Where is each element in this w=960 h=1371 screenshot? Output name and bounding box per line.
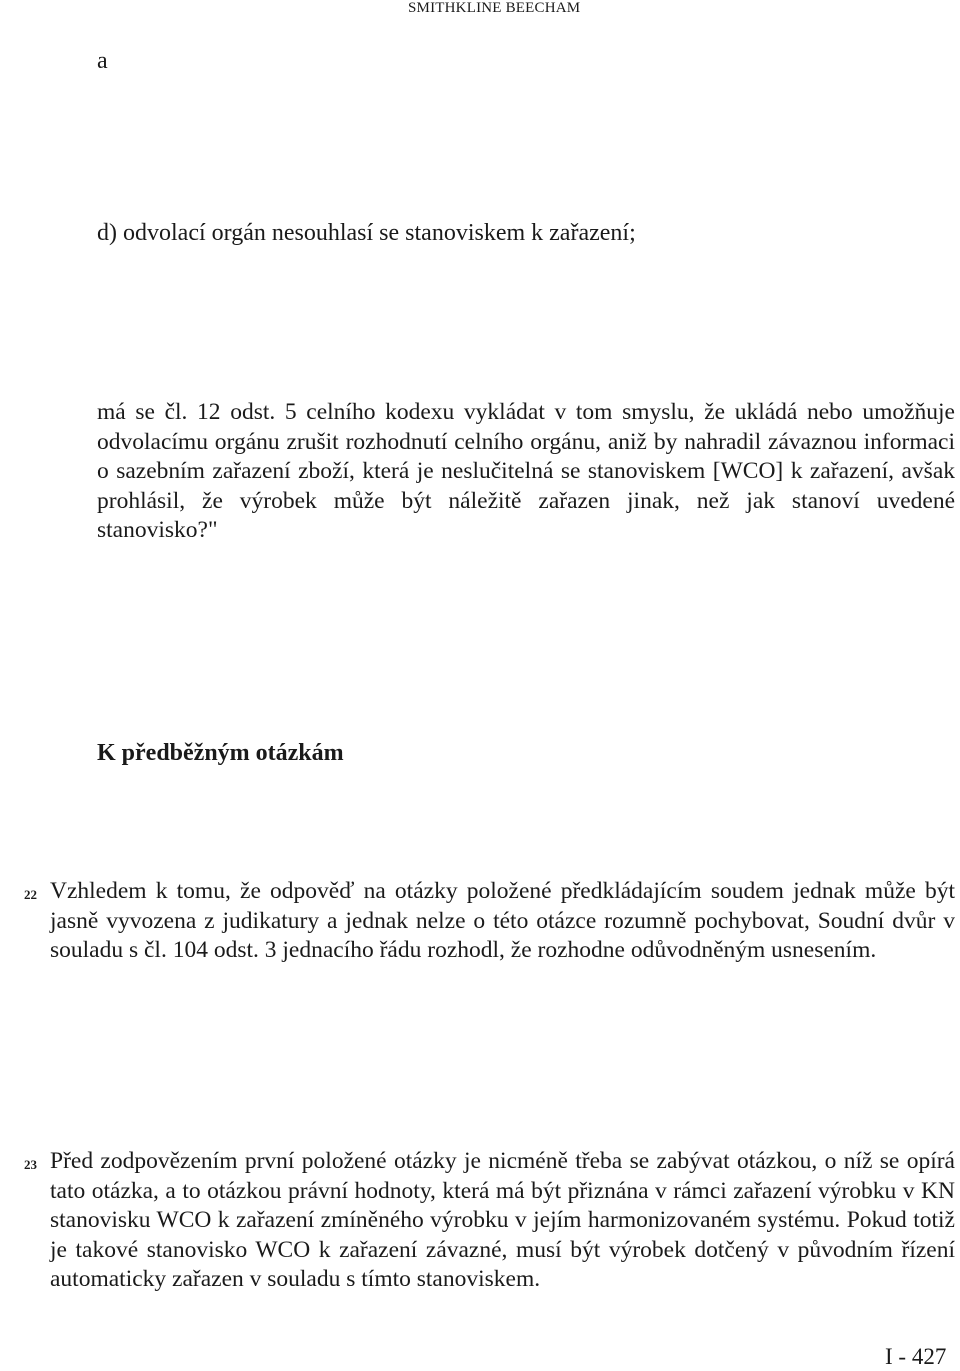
question-paragraph: má se čl. 12 odst. 5 celního kodexu vykládat v tom smyslu, že ukládá nebo umožňuje odvolacímu orgánu zrušit rozhodnutí celního orgánu, aniž by nahradil závaznou informaci o sazebním zařazení zboží, která je neslučitelná se stanoviskem [WCO] k zařazení, avšak prohlásil, že výrobek může být náležitě zařazen jinak, než jak stanoví uvedené stanovisko?" xyxy=(97,399,955,543)
section-heading: K předběžným otázkám xyxy=(97,740,344,766)
paragraph-number: 23 xyxy=(24,1157,37,1172)
running-header: SMITHKLINE BEECHAM xyxy=(408,0,581,16)
page-number: I - 427 xyxy=(885,1344,947,1369)
paragraph-number: 22 xyxy=(24,887,37,902)
paragraph-23-text: Před zodpovězením první položené otázky je nicméně třeba se zabývat otázkou, o níž se opírá tato otázka, a to otázkou právní hodnoty, která má být přiznána v rámci zařazení výrobku v KN stanovisku WCO k zařazení zmíněného výrobku v jejím harmonizovaném systému. Pokud totiž je takové stanovisko WCO k zařazení závazné, musí být výrobek dotčený v původním řízení automaticky zařazen v souladu s tímto stanoviskem. xyxy=(50,1148,955,1292)
lead-letter: a xyxy=(97,48,108,74)
list-item-d: d) odvolací orgán nesouhlasí se stanoviskem k zařazení; xyxy=(97,220,636,246)
paragraph-22-text: Vzhledem k tomu, že odpověď na otázky položené předkládajícím soudem jednak může být jasně vyvozena z judikatury a jednak nelze o této otázce rozumně pochybovat, Soudní dvůr v souladu s čl. 104 odst. 3 jednacího řádu rozhodl, že rozhodne odůvodněným usnesením. xyxy=(50,878,955,963)
